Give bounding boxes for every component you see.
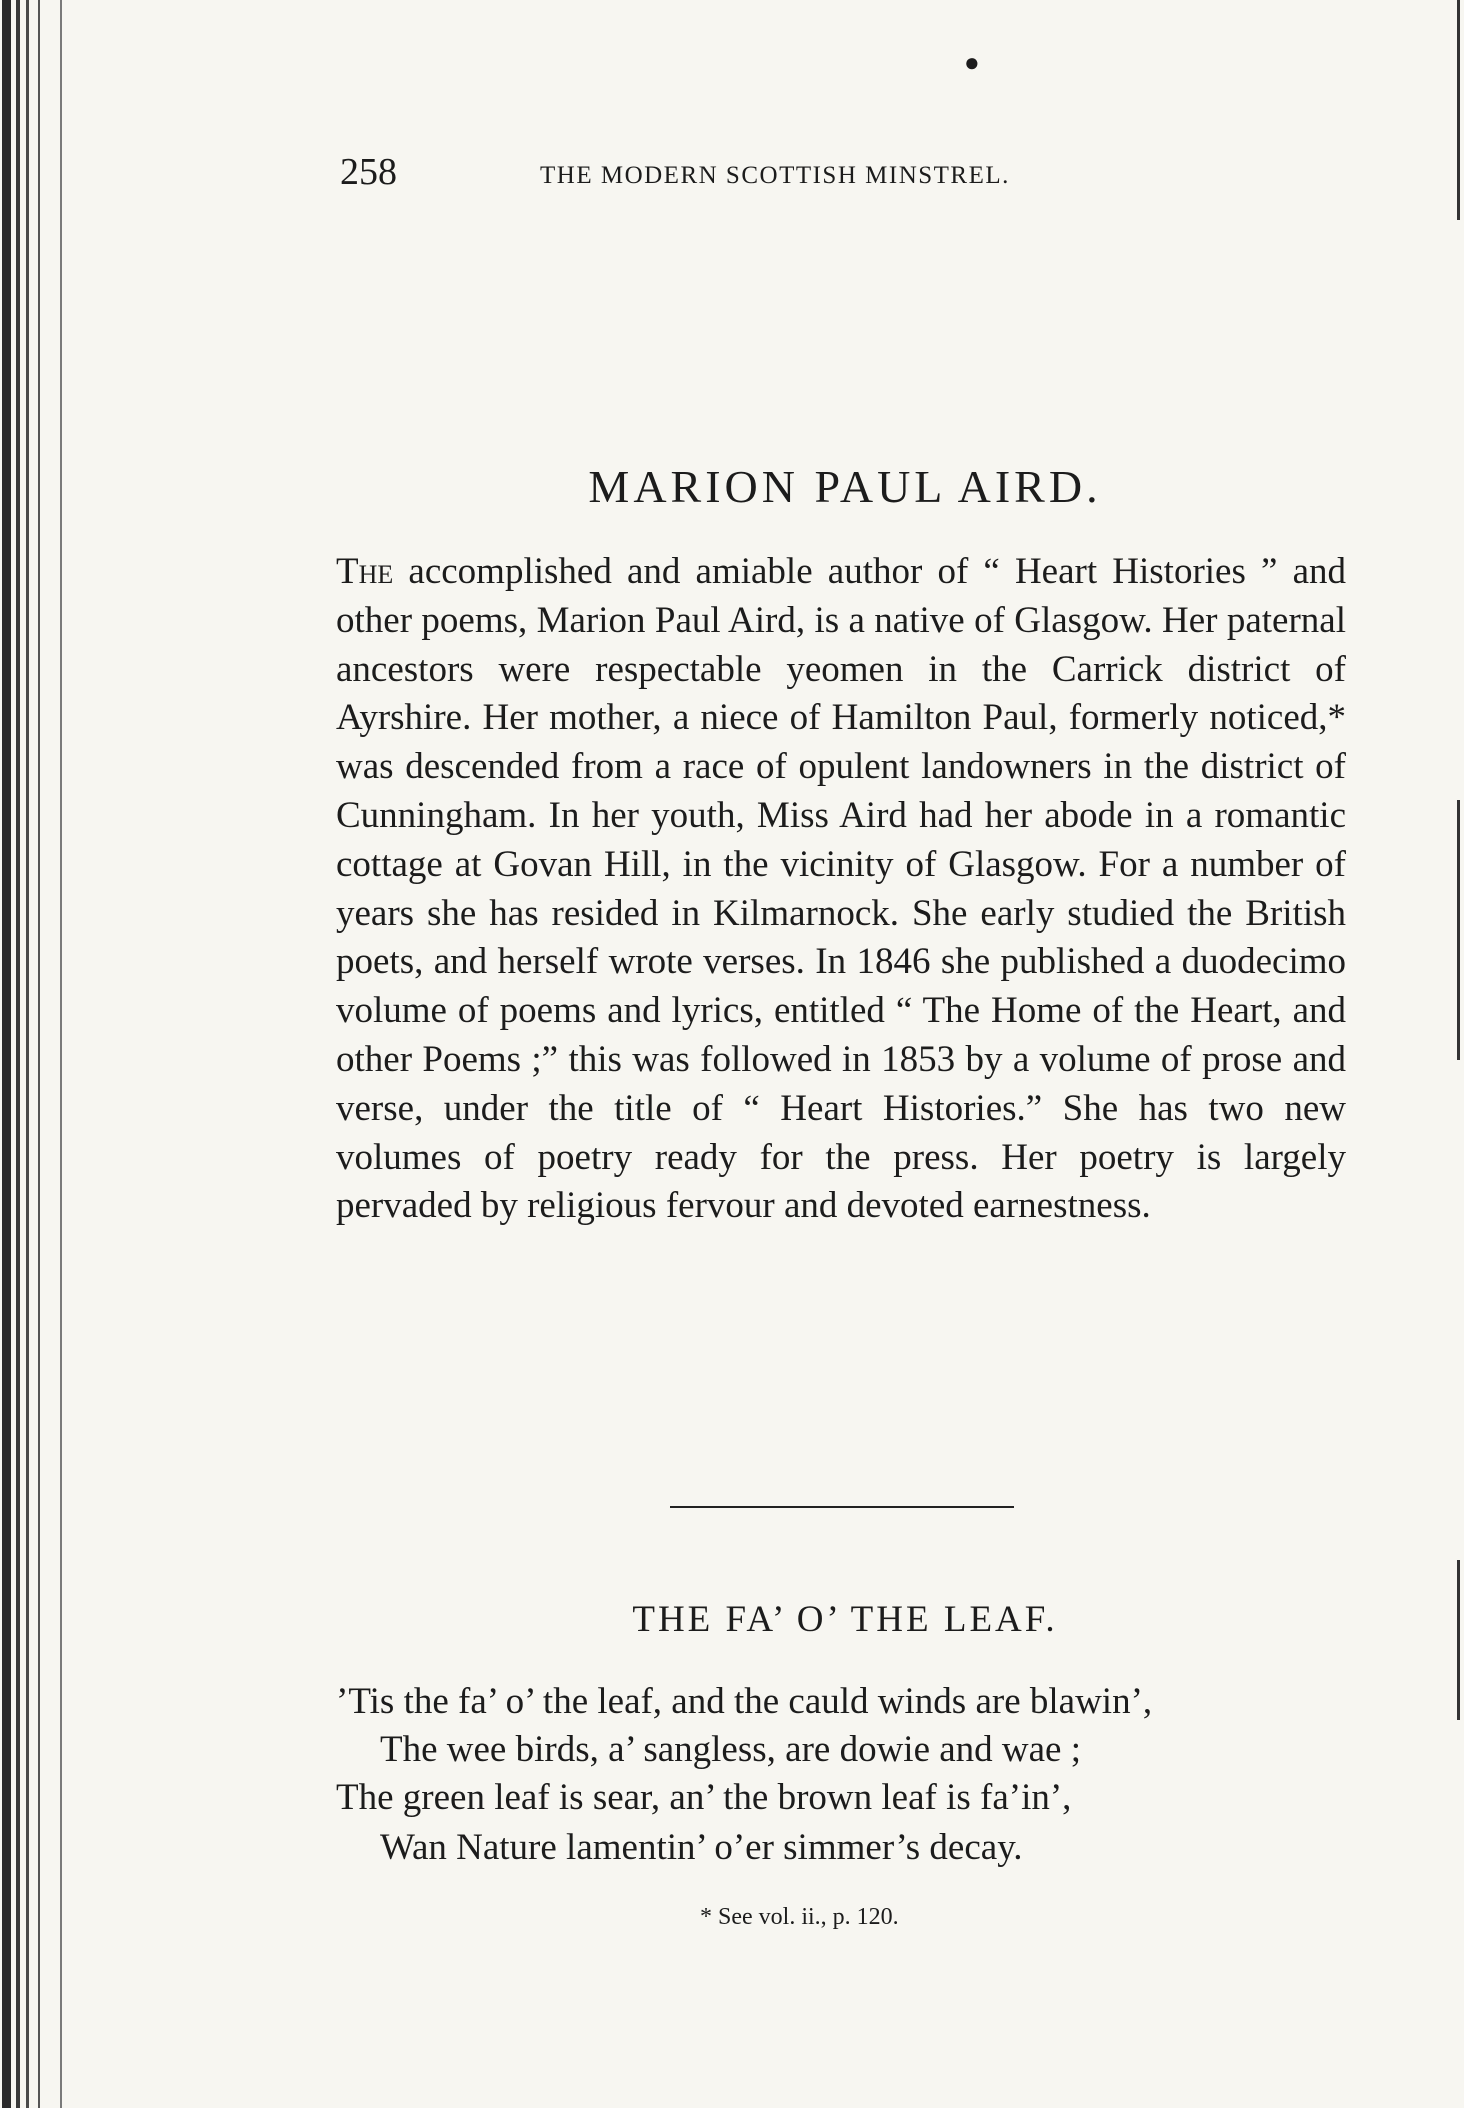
biography-text: accomplished and amiable author of “ Heart Histories ” and other poems, Marion Paul Aird, is a native of Glasgow. Her paternal ancestors were respectable yeomen in the Carrick district of Ayrshire. Her mother, a niece of Hamilton Paul, formerly noticed,* was descended from a race of opulent landowners in the district of Cunningham. In her youth, Miss Aird had her abode in a romantic cottage at Govan Hill, in the vicinity of Glasgow. For a number of years she has resided in Kilmarnock. She early studied the British poets, and herself wrote verses. In 1846 she published a duodecimo volume of poems and lyrics, entitled “ The Home of the Heart, and other Poems ;” this was followed in 1853 by a volume of prose and verse, under the title of “ Heart Histories.” She has two new volumes of poetry ready for the press. Her poetry is largely pervaded by religious fervour and devoted earnestness. (336, 551, 1346, 1227)
poem-line (336, 1680, 1152, 1723)
poem-line-text: The green leaf is sear, an’ the brown leaf is fa’in’, (336, 1777, 1072, 1818)
poem-line (336, 1776, 1071, 1819)
page-edge-shadow (1457, 1560, 1460, 1720)
binding-edge (0, 0, 70, 2108)
poem-line-text: the fa’ o’ the leaf, and the cauld winds are blawin’, (394, 1681, 1153, 1722)
poem-lead-word: ’Tis (336, 1681, 395, 1722)
section-divider (670, 1506, 1014, 1508)
biography-paragraph (336, 548, 1346, 1231)
footnote: * See vol. ii., p. 120. (700, 1904, 899, 1930)
page-number: 258 (340, 151, 397, 193)
poem-line (380, 1826, 1023, 1869)
poem-line-text: The wee birds, a’ sangless, are dowie and wae ; (380, 1729, 1082, 1770)
ink-blot: ● (964, 48, 980, 77)
poem-line (380, 1728, 1081, 1771)
lead-word: The (336, 551, 394, 592)
page-edge-shadow (1457, 800, 1460, 1060)
poem-title: THE FA’ O’ THE LEAF. (632, 1599, 1058, 1640)
poem-line-text: Wan Nature lamentin’ o’er simmer’s decay. (380, 1827, 1023, 1868)
biography-heading: MARION PAUL AIRD. (588, 461, 1102, 512)
page-edge-shadow (1457, 0, 1460, 220)
running-head (340, 150, 1190, 194)
running-title: THE MODERN SCOTTISH MINSTREL. (540, 162, 1010, 189)
